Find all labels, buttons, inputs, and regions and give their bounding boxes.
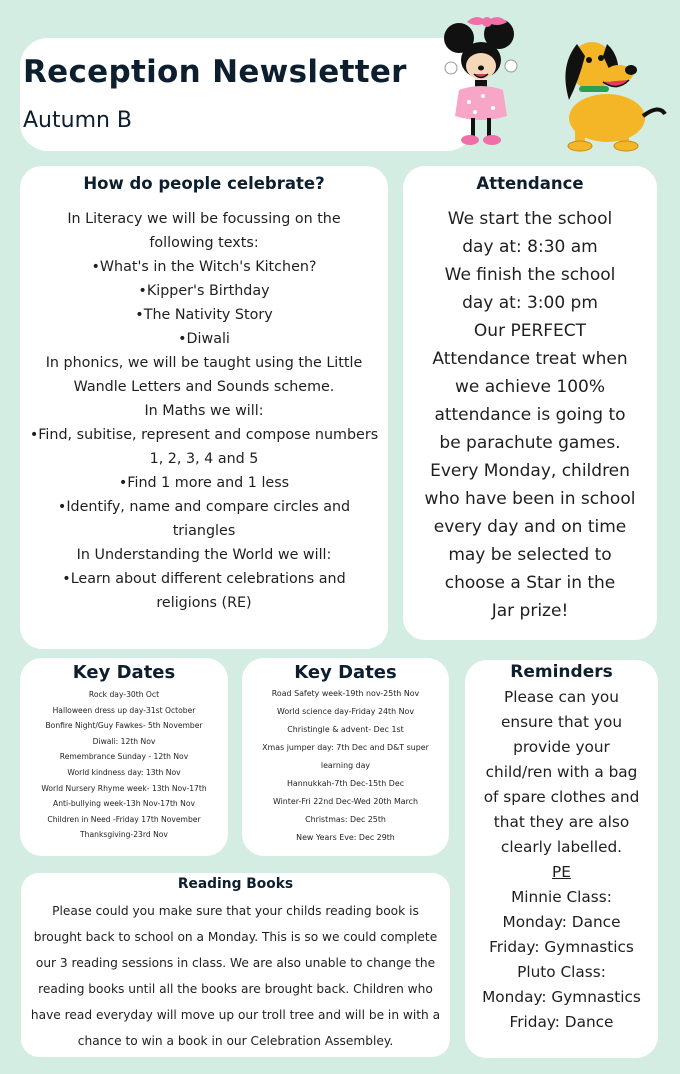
reading-line: have read everyday will move up our troll tree and will be in with a <box>30 1008 441 1022</box>
attendance-line: Attendance treat when <box>432 349 628 369</box>
attendance-line: Our PERFECT <box>473 321 587 341</box>
reading-books-card <box>21 873 450 1057</box>
key-date-item: Halloween dress up day-31st October <box>52 705 196 715</box>
pe-line: Monday: Dance <box>502 913 621 931</box>
pe-line: Minnie Class: <box>511 888 612 906</box>
key-date-item: Xmas jumper day: 7th Dec and D&T super <box>262 743 429 752</box>
attendance-heading: Attendance <box>476 174 584 193</box>
celebrate-line: Wandle Letters and Sounds scheme. <box>73 379 335 395</box>
key-date-item: Thanksgiving-23rd Nov <box>80 830 168 840</box>
attendance-line: attendance is going to <box>434 405 626 425</box>
celebrate-line: •The Nativity Story <box>135 307 273 323</box>
key-date-item: World Nursery Rhyme week- 13th Nov-17th <box>41 783 207 793</box>
celebrate-line: 1, 2, 3, 4 and 5 <box>149 451 259 467</box>
celebrate-line: •Find, subitise, represent and compose numbers <box>29 427 379 443</box>
reminder-line: that they are also <box>493 813 630 831</box>
key-date-item: Rock day-30th Oct <box>88 690 160 699</box>
reminders-heading: Reminders <box>510 662 613 682</box>
reminder-line: clearly labelled. <box>500 838 623 856</box>
key-dates-heading: Key Dates <box>294 662 397 683</box>
reading-line: brought back to school on a Monday. This is so we could complete <box>33 930 438 944</box>
key-date-item: Hannukkah-7th Dec-15th Dec <box>286 779 405 788</box>
reading-line: reading books until all the books are brought back. Children who <box>38 982 433 996</box>
reading-line: our 3 reading sessions in class. We are also unable to change the <box>35 956 436 970</box>
celebrate-line: In Maths we will: <box>144 403 264 419</box>
reminder-line: Please can you <box>504 688 619 706</box>
key-date-item: Remembrance Sunday - 12th Nov <box>59 752 189 762</box>
reminders-card <box>465 660 658 1058</box>
key-date-item: Winter-Fri 22nd Dec-Wed 20th March <box>272 797 419 806</box>
celebrate-line: •Find 1 more and 1 less <box>118 475 290 491</box>
attendance-card <box>403 166 657 640</box>
key-date-item: Road Safety week-19th nov-25th Nov <box>271 689 420 698</box>
attendance-line: we achieve 100% <box>454 377 605 397</box>
reminder-line: child/ren with a bag <box>485 763 638 781</box>
attendance-line: may be selected to <box>448 545 612 565</box>
attendance-line: be parachute games. <box>439 433 621 453</box>
celebrate-line: In phonics, we will be taught using the Little <box>45 355 363 371</box>
attendance-line: Every Monday, children <box>430 461 630 481</box>
attendance-line: We start the school <box>447 209 613 229</box>
reminder-line: provide your <box>513 738 610 756</box>
celebrate-line: In Literacy we will be focussing on the <box>67 211 341 227</box>
reading-heading: Reading Books <box>177 876 294 892</box>
celebrate-line: •What's in the Witch's Kitchen? <box>91 259 317 275</box>
pe-line: Friday: Gymnastics <box>489 938 634 956</box>
key-date-item: learning day <box>320 761 371 770</box>
key-date-item: New Years Eve: Dec 29th <box>296 833 395 842</box>
celebrate-line: •Diwali <box>178 331 230 347</box>
pe-line: Pluto Class: <box>517 963 606 981</box>
celebrate-line: •Learn about different celebrations and <box>62 571 346 587</box>
attendance-line: Jar prize! <box>491 601 569 621</box>
attendance-line: every day and on time <box>433 517 627 537</box>
attendance-line: day at: 8:30 am <box>462 237 598 257</box>
key-dates-card-1 <box>20 658 228 856</box>
celebrate-line: religions (RE) <box>156 595 252 611</box>
key-dates-card-2 <box>242 658 449 856</box>
celebrate-line: •Kipper's Birthday <box>138 283 270 299</box>
attendance-line: choose a Star in the <box>444 573 616 593</box>
reading-line: chance to win a book in our Celebration Assembley. <box>77 1034 394 1048</box>
attendance-line: We finish the school <box>444 265 616 285</box>
pe-line: Friday: Dance <box>509 1013 614 1031</box>
mascots-illustration <box>437 8 673 156</box>
key-date-item: World science day-Friday 24th Nov <box>276 707 414 716</box>
minnie-mouse-icon <box>444 17 517 145</box>
newsletter-subtitle: Autumn B <box>23 108 133 133</box>
pe-line: Monday: Gymnastics <box>482 988 641 1006</box>
newsletter-title: Reception Newsletter <box>23 54 407 90</box>
key-date-item: Anti-bullying week-13h Nov-17th Nov <box>53 799 195 809</box>
header-card <box>20 38 475 151</box>
key-date-item: Diwali: 12th Nov <box>92 736 156 746</box>
reminder-line: ensure that you <box>500 713 623 731</box>
celebrate-line: •Identify, name and compare circles and <box>57 499 351 515</box>
key-date-item: Bonfire Night/Guy Fawkes- 5th November <box>45 721 203 731</box>
key-date-item: World kindness day: 13th Nov <box>67 767 181 777</box>
reading-line: Please could you make sure that your childs reading book is <box>52 904 419 918</box>
celebrate-line: following texts: <box>149 235 259 251</box>
key-dates-heading: Key Dates <box>72 662 176 683</box>
reminder-line: of spare clothes and <box>483 788 640 806</box>
pe-heading: PE <box>552 863 571 881</box>
celebrate-heading: How do people celebrate? <box>83 174 325 193</box>
key-date-item: Christmas: Dec 25th <box>305 815 386 824</box>
key-date-item: Christingle & advent- Dec 1st <box>287 725 404 734</box>
celebrate-line: In Understanding the World we will: <box>76 547 332 563</box>
celebrate-line: triangles <box>172 523 236 539</box>
pluto-dog-icon <box>565 42 665 151</box>
celebrate-card <box>20 166 388 649</box>
key-date-item: Children in Need -Friday 17th November <box>47 814 201 824</box>
attendance-line: day at: 3:00 pm <box>462 293 598 313</box>
attendance-line: who have been in school <box>424 489 636 509</box>
